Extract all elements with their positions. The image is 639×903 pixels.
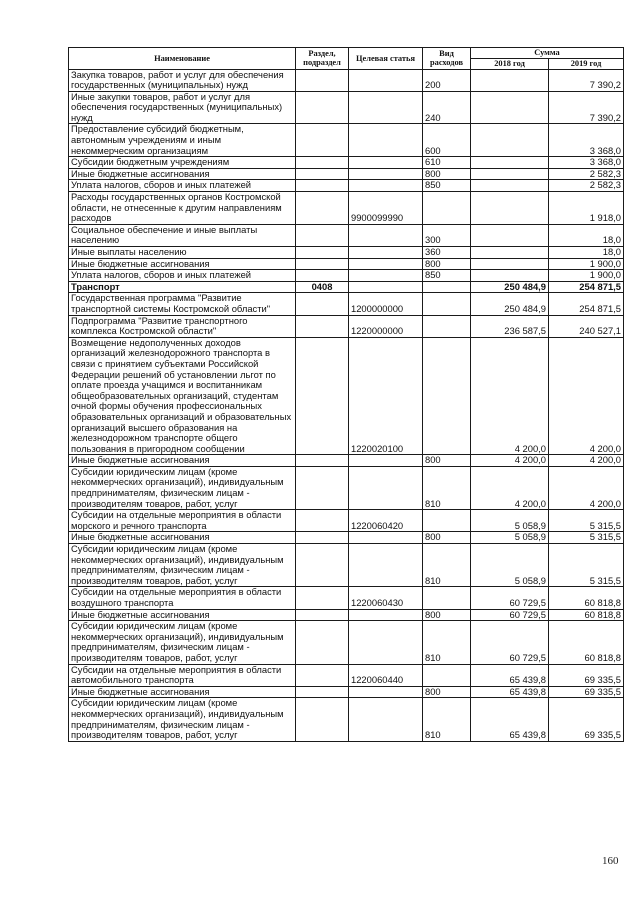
cell-section — [296, 168, 349, 180]
table-row — [69, 455, 624, 467]
cell-name: Возмещение недополученных доходов организаций железнодорожного транспорта в связи с принятием субъектами Российской Федерации решений об установлении льгот по оплате проезда учащимся и воспитанникам общеобразовательных организаций, студентам очной формы обучения профессиональных образовательных организаций и образовательных организаций высшего образования на железнодорожном транспорте общего пользования в пригородном сообщении — [69, 337, 296, 455]
cell-name: Социальное обеспечение и иные выплаты населению — [69, 224, 296, 246]
page-number: 160 — [602, 855, 619, 867]
cell-section — [296, 609, 349, 621]
cell-name: Расходы государственных органов Костромской области, не отнесенные к другим направлениям расходов — [69, 192, 296, 225]
cell-2019: 60 818,8 — [549, 621, 624, 664]
cell-2019: 60 818,8 — [549, 609, 624, 621]
cell-target: 1220000000 — [349, 315, 423, 337]
cell-section — [296, 293, 349, 315]
cell-type — [423, 510, 471, 532]
cell-section — [296, 157, 349, 169]
cell-type: 800 — [423, 455, 471, 467]
cell-2019: 2 582,3 — [549, 168, 624, 180]
cell-type: 810 — [423, 466, 471, 509]
table-row — [69, 258, 624, 270]
cell-2019: 5 315,5 — [549, 532, 624, 544]
cell-2018 — [471, 168, 549, 180]
cell-target — [349, 455, 423, 467]
header-name: Наименование — [69, 48, 296, 70]
cell-section — [296, 532, 349, 544]
cell-2019: 1 900,0 — [549, 258, 624, 270]
cell-name: Иные бюджетные ассигнования — [69, 609, 296, 621]
cell-target — [349, 281, 423, 293]
cell-2018: 5 058,9 — [471, 532, 549, 544]
cell-target: 1220060420 — [349, 510, 423, 532]
header-section: Раздел, подраздел — [296, 48, 349, 70]
cell-2018 — [471, 91, 549, 124]
table-row — [69, 247, 624, 259]
cell-target — [349, 168, 423, 180]
cell-type: 200 — [423, 69, 471, 91]
table-row — [69, 664, 624, 686]
cell-type: 850 — [423, 270, 471, 282]
cell-2018 — [471, 247, 549, 259]
cell-name: Уплата налогов, сборов и иных платежей — [69, 270, 296, 282]
cell-section — [296, 698, 349, 741]
table-row — [69, 609, 624, 621]
cell-2018 — [471, 192, 549, 225]
cell-2019: 69 335,5 — [549, 698, 624, 741]
cell-2018: 65 439,8 — [471, 686, 549, 698]
cell-section: 0408 — [296, 281, 349, 293]
cell-name: Иные бюджетные ассигнования — [69, 258, 296, 270]
table-row — [69, 686, 624, 698]
table-row — [69, 532, 624, 544]
cell-type: 800 — [423, 258, 471, 270]
cell-name: Государственная программа "Развитие транспортной системы Костромской области" — [69, 293, 296, 315]
cell-2019: 4 200,0 — [549, 466, 624, 509]
cell-target: 1200000000 — [349, 293, 423, 315]
cell-section — [296, 180, 349, 192]
cell-section — [296, 124, 349, 157]
cell-target: 1220060440 — [349, 664, 423, 686]
cell-2019: 4 200,0 — [549, 455, 624, 467]
table-row — [69, 124, 624, 157]
cell-2018 — [471, 157, 549, 169]
table-row — [69, 224, 624, 246]
cell-2018 — [471, 258, 549, 270]
cell-section — [296, 258, 349, 270]
cell-2019: 2 582,3 — [549, 180, 624, 192]
table-row — [69, 157, 624, 169]
cell-section — [296, 315, 349, 337]
cell-target — [349, 621, 423, 664]
cell-section — [296, 192, 349, 225]
cell-name: Иные бюджетные ассигнования — [69, 686, 296, 698]
cell-2019: 18,0 — [549, 224, 624, 246]
cell-2018: 236 587,5 — [471, 315, 549, 337]
header-type: Вид расходов — [423, 48, 471, 70]
cell-type: 360 — [423, 247, 471, 259]
cell-target — [349, 258, 423, 270]
cell-target — [349, 544, 423, 587]
table-row — [69, 293, 624, 315]
cell-2019: 7 390,2 — [549, 91, 624, 124]
cell-section — [296, 587, 349, 609]
header-sum: Сумма — [471, 48, 624, 59]
cell-section — [296, 247, 349, 259]
cell-name: Субсидии юридическим лицам (кроме некоммерческих организаций), индивидуальным предпринимателям, физическим лицам - производителям товаров, работ, услуг — [69, 698, 296, 741]
cell-2018 — [471, 69, 549, 91]
cell-section — [296, 69, 349, 91]
cell-type — [423, 192, 471, 225]
cell-2018: 4 200,0 — [471, 337, 549, 455]
header-year-2018: 2018 год — [471, 59, 549, 70]
table-row — [69, 587, 624, 609]
cell-2018 — [471, 180, 549, 192]
cell-name: Транспорт — [69, 281, 296, 293]
cell-type: 800 — [423, 609, 471, 621]
table-row — [69, 281, 624, 293]
cell-section — [296, 224, 349, 246]
cell-type: 610 — [423, 157, 471, 169]
cell-section — [296, 337, 349, 455]
cell-name: Иные выплаты населению — [69, 247, 296, 259]
header-year-2019: 2019 год — [549, 59, 624, 70]
cell-section — [296, 455, 349, 467]
cell-name: Подпрограмма "Развитие транспортного комплекса Костромской области" — [69, 315, 296, 337]
cell-name: Уплата налогов, сборов и иных платежей — [69, 180, 296, 192]
cell-target: 1220060430 — [349, 587, 423, 609]
cell-2018 — [471, 270, 549, 282]
cell-2019: 1 918,0 — [549, 192, 624, 225]
cell-target — [349, 124, 423, 157]
cell-target — [349, 698, 423, 741]
cell-2018 — [471, 224, 549, 246]
cell-2019: 69 335,5 — [549, 664, 624, 686]
cell-type — [423, 293, 471, 315]
cell-2019: 69 335,5 — [549, 686, 624, 698]
table-row — [69, 91, 624, 124]
cell-target — [349, 247, 423, 259]
cell-type: 850 — [423, 180, 471, 192]
cell-target — [349, 466, 423, 509]
cell-2018: 60 729,5 — [471, 609, 549, 621]
cell-2019: 5 315,5 — [549, 544, 624, 587]
cell-name: Иные бюджетные ассигнования — [69, 168, 296, 180]
cell-type: 300 — [423, 224, 471, 246]
cell-2019: 4 200,0 — [549, 337, 624, 455]
cell-target — [349, 686, 423, 698]
cell-2019: 5 315,5 — [549, 510, 624, 532]
cell-target — [349, 609, 423, 621]
cell-type: 600 — [423, 124, 471, 157]
cell-name: Иные закупки товаров, работ и услуг для обеспечения государственных (муниципальных) нужд — [69, 91, 296, 124]
cell-2018: 250 484,9 — [471, 293, 549, 315]
cell-2019: 254 871,5 — [549, 293, 624, 315]
cell-name: Предоставление субсидий бюджетным, автономным учреждениям и иным некоммерческим организациям — [69, 124, 296, 157]
cell-type — [423, 664, 471, 686]
table-row — [69, 466, 624, 509]
cell-2019: 3 368,0 — [549, 157, 624, 169]
cell-2019: 60 818,8 — [549, 587, 624, 609]
cell-name: Иные бюджетные ассигнования — [69, 455, 296, 467]
cell-name: Субсидии на отдельные мероприятия в области морского и речного транспорта — [69, 510, 296, 532]
cell-type: 800 — [423, 168, 471, 180]
table-body — [69, 69, 624, 741]
cell-target — [349, 532, 423, 544]
cell-section — [296, 544, 349, 587]
table-row — [69, 621, 624, 664]
cell-target — [349, 69, 423, 91]
table-row — [69, 315, 624, 337]
cell-section — [296, 270, 349, 282]
table-row — [69, 544, 624, 587]
cell-target — [349, 157, 423, 169]
cell-target: 9900099990 — [349, 192, 423, 225]
cell-2019: 18,0 — [549, 247, 624, 259]
cell-name: Закупка товаров, работ и услуг для обеспечения государственных (муниципальных) нужд — [69, 69, 296, 91]
table-row — [69, 192, 624, 225]
cell-target — [349, 270, 423, 282]
cell-name: Субсидии на отдельные мероприятия в области автомобильного транспорта — [69, 664, 296, 686]
cell-2019: 254 871,5 — [549, 281, 624, 293]
cell-section — [296, 621, 349, 664]
cell-section — [296, 510, 349, 532]
table-row — [69, 337, 624, 455]
table-row — [69, 69, 624, 91]
cell-type — [423, 337, 471, 455]
cell-section — [296, 664, 349, 686]
cell-section — [296, 91, 349, 124]
budget-table — [68, 47, 624, 742]
cell-2018: 65 439,8 — [471, 698, 549, 741]
table-row — [69, 168, 624, 180]
cell-2018: 4 200,0 — [471, 466, 549, 509]
cell-section — [296, 466, 349, 509]
table-header — [69, 48, 624, 70]
table-row — [69, 698, 624, 741]
cell-type: 800 — [423, 686, 471, 698]
cell-name: Субсидии на отдельные мероприятия в области воздушного транспорта — [69, 587, 296, 609]
cell-name: Иные бюджетные ассигнования — [69, 532, 296, 544]
cell-type: 810 — [423, 698, 471, 741]
cell-section — [296, 686, 349, 698]
table-row — [69, 270, 624, 282]
cell-name: Субсидии юридическим лицам (кроме некоммерческих организаций), индивидуальным предпринимателям, физическим лицам - производителям товаров, работ, услуг — [69, 621, 296, 664]
cell-type — [423, 315, 471, 337]
cell-name: Субсидии юридическим лицам (кроме некоммерческих организаций), индивидуальным предпринимателям, физическим лицам - производителям товаров, работ, услуг — [69, 544, 296, 587]
cell-2018: 5 058,9 — [471, 510, 549, 532]
table-row — [69, 180, 624, 192]
cell-type — [423, 281, 471, 293]
cell-target — [349, 180, 423, 192]
cell-2018: 250 484,9 — [471, 281, 549, 293]
cell-type: 810 — [423, 621, 471, 664]
cell-2019: 1 900,0 — [549, 270, 624, 282]
cell-2018: 65 439,8 — [471, 664, 549, 686]
cell-2018: 5 058,9 — [471, 544, 549, 587]
cell-2018: 60 729,5 — [471, 621, 549, 664]
cell-2019: 240 527,1 — [549, 315, 624, 337]
cell-type — [423, 587, 471, 609]
cell-2018: 4 200,0 — [471, 455, 549, 467]
cell-target — [349, 224, 423, 246]
budget-document — [68, 47, 624, 742]
cell-2018: 60 729,5 — [471, 587, 549, 609]
cell-target — [349, 91, 423, 124]
table-row — [69, 510, 624, 532]
cell-type: 810 — [423, 544, 471, 587]
cell-type: 240 — [423, 91, 471, 124]
cell-target: 1220020100 — [349, 337, 423, 455]
cell-2019: 7 390,2 — [549, 69, 624, 91]
cell-type: 800 — [423, 532, 471, 544]
cell-name: Субсидии юридическим лицам (кроме некоммерческих организаций), индивидуальным предпринимателям, физическим лицам - производителям товаров, работ, услуг — [69, 466, 296, 509]
cell-2018 — [471, 124, 549, 157]
cell-2019: 3 368,0 — [549, 124, 624, 157]
header-target: Целевая статья — [349, 48, 423, 70]
cell-name: Субсидии бюджетным учреждениям — [69, 157, 296, 169]
